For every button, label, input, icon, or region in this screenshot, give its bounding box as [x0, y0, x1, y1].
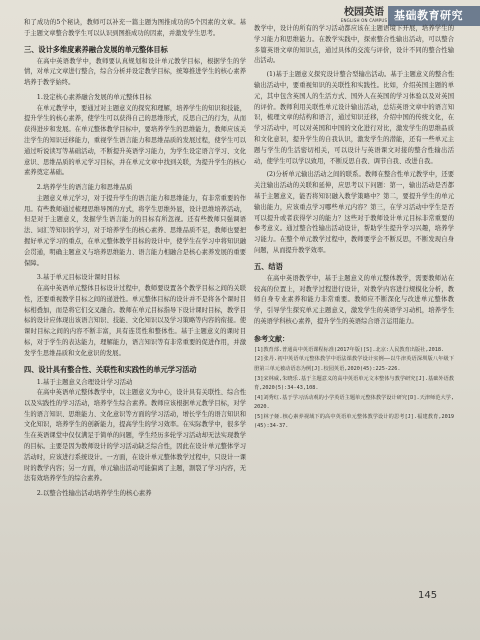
reference-item: [5]林子娅.核心素养视域下的高中英语单元整体教学设计的思考[J].福建教育,2019(45):34-37. [254, 413, 454, 430]
reference-item: [3]宋林威,朱晓乐.基于主题意义的高中英语单元文本整体与教学研究[J].基础外语教育,2020(5):34-43,108. [254, 375, 454, 392]
sub-heading: 1.基于主题意义合理设计学习活动 [36, 377, 133, 386]
reference-item: [4]刘秀红.基于学习活动观的小学英语主题单元整体教学设计研究[D].天津师范大学,2020. [254, 394, 454, 411]
page-number: 145 [418, 590, 438, 601]
paragraph: 主题意义单元学习，对于提升学生的语言能力和思维能力，有非常重要的作用。有些教师通过梳理思维导图的方式，将学生思维外显，设计思维培养活动，但是对于主题意义，发掘学生语言能力的目标有所忽视。还有些教师只强调语法、词汇等知识的学习，对于培养学生的核心素养、思维品质不足，教师也要把握好单元学习的重点，在单元整体教学目标的设计中，使学生在学习中将知识融会贯通，明确主题意义与培养思维能力、语言能力相融合是核心素养发展的重要保障。 [24, 194, 246, 267]
sub-heading: 3.基于单元目标设计课时目标 [36, 273, 120, 282]
journal-brand [340, 7, 388, 23]
brand-name-en: ENGLISH ON CAMPUS [340, 18, 388, 23]
right-column [254, 24, 454, 432]
left-column [24, 18, 246, 500]
paragraph: 教学中，设计的所有的学习活动都应该在主题语境下开展，培养学生的学习能力和思维能力。在教学实践中，探索整合性输出活动，可以整合多篇英语文章的知识点，通过具体的交流与评价，设计不同的整合性输出活动。 [254, 25, 454, 65]
section-heading: 四、设计具有整合性、关联性和实践性的单元学习活动 [24, 364, 197, 374]
paragraph: 在单元教学中，要通过对主题意义的探究和理解，培养学生的知识和技能，提升学生的核心素养，使学生可以获得自己的思维形式，反思自己的行为，从而获得进步和发展。在单元整体教学目标中，要培养学生的思维能力，教师应该关注学生的知识迁移能力，重视学生语言能力和思维品质的发展过程，使学生可以通过听说读写等基础活动，不断提升英语学习能力，为学生设定语言学习、文化意识、思维品质的单元学习目标，并在单元文章中找到关联，为提升学生的核心素养奠定基础。 [24, 104, 246, 177]
paragraph: 在高中英语单元整体教学中，以主题意义为中心，设计具有关联性、综合性以及实践性的学习活动，培养学生综合素养。教师应该根据单元教学目标，对学生的语言知识、思维能力、文化意识等方面的学习活动，增长学生的语言知识和文化知识，培养学生的创新能力，提高学生的学习效率。在实际教学中，很多学生在英语课堂中仅仅满足于简单的问题，学生经历多轮学习活动却无法实现教学的目标。主要是因为教师设计的学习活动缺乏综合性，因此在设计单元整体学习活动时，应该进行系统设计。一方面，在设计单元整体教学过程中，只设计一课时的教学内容；另一方面，单元输出活动可能偏离了主题，割裂了学习内容，无法有效培养学生的综合素养。 [24, 389, 246, 483]
sub-heading: 2.以整合性输出活动培养学生的核心素养 [36, 489, 152, 498]
reference-item: [1]教育部.普通高中英语课程标准(2017年版)[S].北京:人民教育出版社,2018. [254, 346, 445, 353]
reference-item: [2]张丹.初中英语单元整体教学中语法课教学设计实例——以牛津英语深圳版八年级下册第三单元被动语态为例[J].校园英语,2020(45):225-226. [254, 356, 454, 372]
sub-heading: 1.设定核心素养融合发展的单元整体目标 [36, 92, 152, 101]
section-heading: 三、设计多维度素养融合发展的单元整体目标 [24, 44, 168, 54]
sub-heading: 2.培养学生的语言能力和思维品质 [36, 183, 133, 192]
paragraph: 和了成功的5个秘诀，教师可以补充一篇主题为图推成功的5个因素的文章。基于主题文章整合教学生可以认识到图推成功的因素，并激发学生思考。 [24, 19, 246, 37]
section-banner: 基础教育研究 [388, 6, 480, 26]
paragraph: 在高中英语单元整体目标设计过程中，教师要设置各个教学目标之间的关联性，还要重视教学目标之间的递进性。单元整体目标的设计并不是将各个课时目标相叠加，而是将它们交叉融合。教师在单元目标指导下设计课时目标，教学目标的设计应体现出该语言知识、技能、文化知识以及学习策略等内容的衔接。使课时目标之间的内容不断丰富，具有连贯性和整体性。基于主题意义的课时目标，对于学生的表达能力，理解能力，语言知识等有非常重要的促进作用，并激发学生思维品质和文化意识的发展。 [24, 284, 246, 357]
paragraph: 在高中英语教学中，教师要认真规划和设计单元教学目标，根据学生的学情，对单元文章进行整合，综合分析并设定教学目标，统筹推进学生的核心素养培养于教学始终。 [24, 57, 246, 87]
paragraph: (2)分析单元输出活动之间的联系。教师在整合性单元教学中，还要关注输出活动的关联和延伸，应思考以下问题：第一，输出活动是否都基于主题意义，能否将知识融入教学策略中？第二，要提升学生的单元输出能力，应该重点学习哪些单元内容？第三，在学习活动中学生是否可以提升或者获得学习的能力？这些对于教师设计单元目标非常重要的参考意义。通过整合性输出活动设计，帮助学生提升学习兴趣，培养学习能力。在整个单元教学过程中，教师要学会不断反思，不断发现自身问题，从而提升教学效率。 [254, 171, 454, 254]
section-heading: 五、结语 [254, 261, 283, 271]
paragraph: (1)基于主题意义探究设计整合型输出活动。基于主题意义的整合性输出活动中，要重视知识的关联性和实践性。比如，介绍英国主题的单元，其中包含英国人的生活方式、国外人在英国的学习体验以及对英国的评价。教师利用关联性单元设计输出活动，总结英语文章中的语言知识，梳理文章的结构和语言，通过知识迁移，介绍中国的传统文化，在学习活动中，可以对英国和中国的文化进行对比，激发学生的思维品质和文化意识，提升学生的自我认识，激发学生的潜能，还有一些单元主题与学生的生活密切相关，可以设计与英语课文对接的整合性输出活动，使学生可以学以致用，不断反思自我、调节自我、改进自我。 [254, 71, 454, 165]
paragraph: 在高中英语教学中，基于主题意义的单元整体教学，需要教师站在较高的位置上，对教学过程进行设计，对教学内容进行规模化分析，教师自身专业素养和能力非常重要。教师应不断深化与改进单元整体教学，引导学生探究单元主题意义，激发学生的英语学习动机，培养学生的英语学科核心素养，提升学生的英语综合语言运用能力。 [254, 274, 454, 325]
brand-name-cn: 校园英语 [344, 7, 384, 18]
references-heading: 参考文献： [254, 334, 289, 343]
